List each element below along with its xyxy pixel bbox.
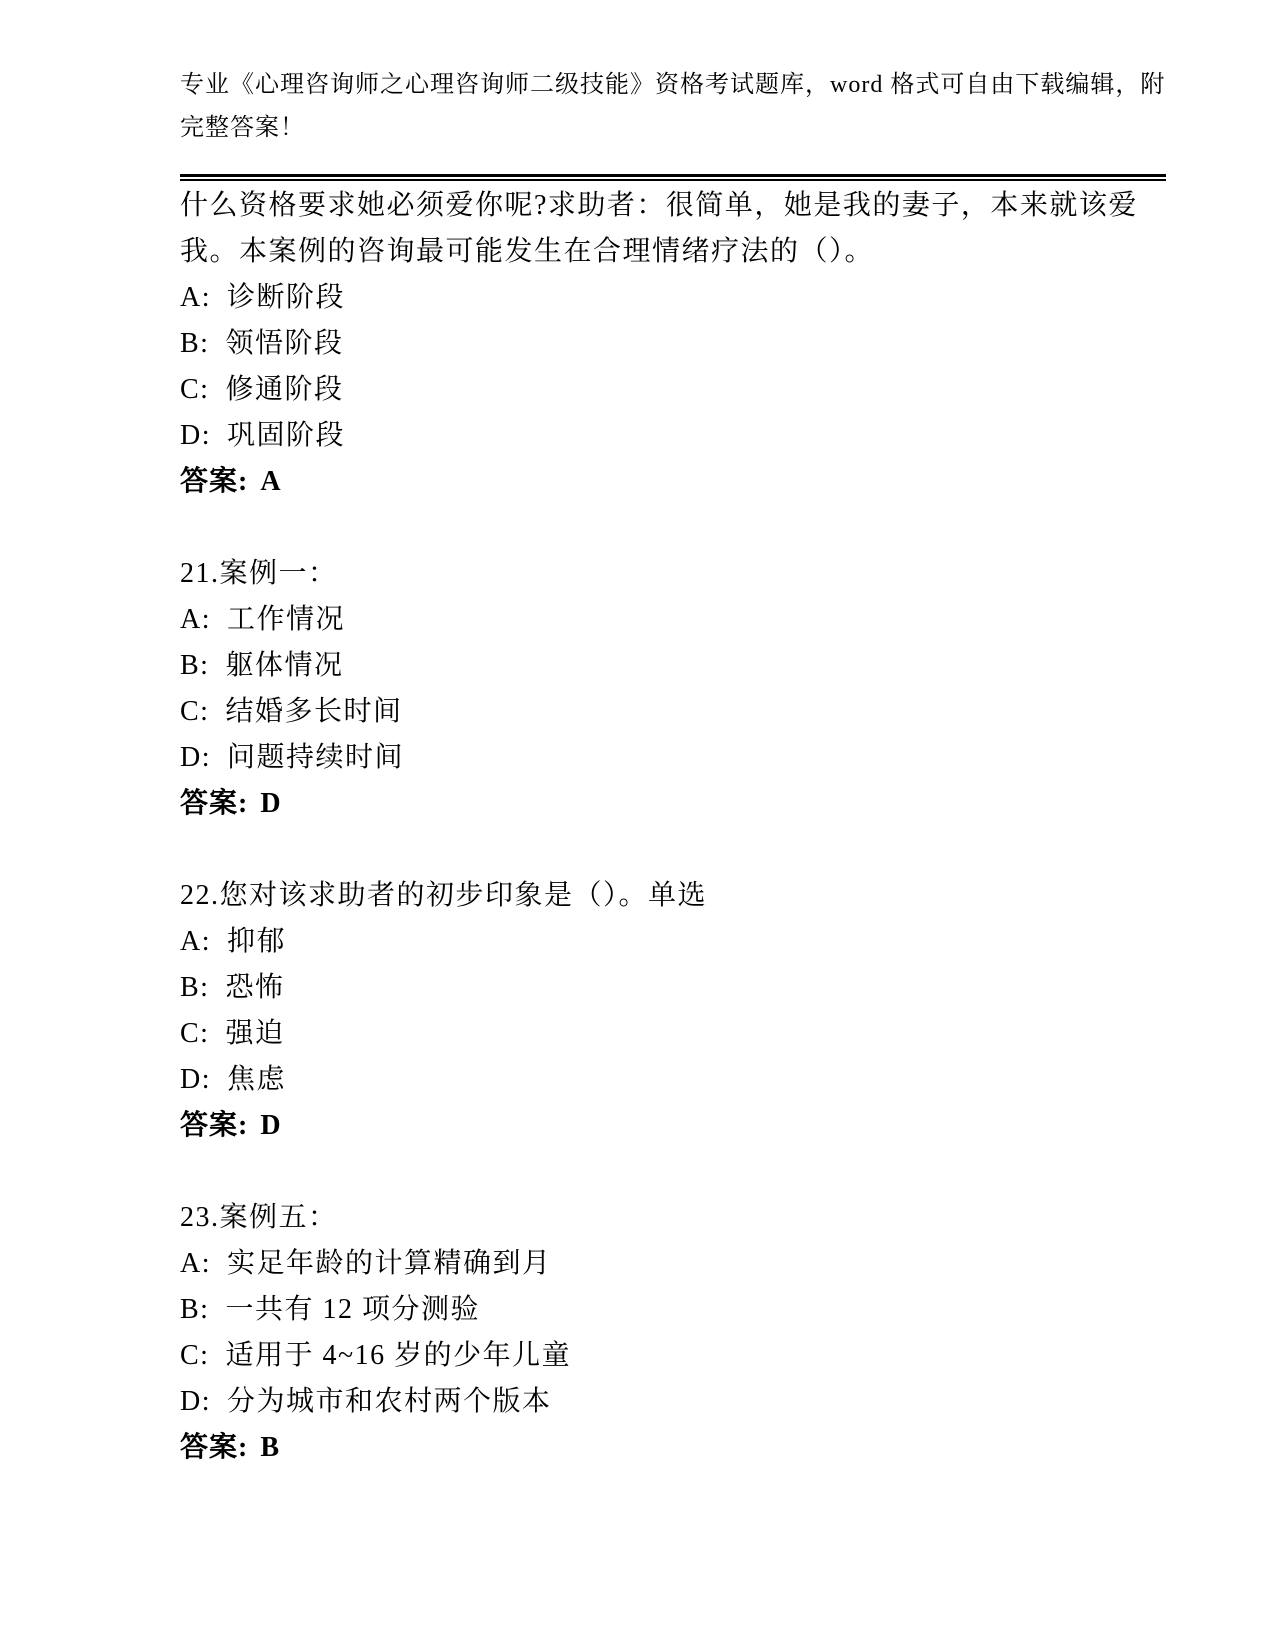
option-row bbox=[180, 919, 1166, 965]
answer-value: A bbox=[260, 466, 282, 497]
option-label: A: bbox=[180, 1248, 211, 1279]
question-block-22 bbox=[180, 873, 1166, 1149]
option-text: 修通阶段 bbox=[225, 374, 344, 405]
answer-row bbox=[180, 459, 1166, 505]
option-row bbox=[180, 1333, 1166, 1379]
option-text: 实足年龄的计算精确到月 bbox=[227, 1248, 552, 1279]
option-label: C: bbox=[180, 1340, 210, 1371]
option-label: B: bbox=[180, 328, 210, 359]
option-row bbox=[180, 367, 1166, 413]
answer-row bbox=[180, 1103, 1166, 1149]
option-label: B: bbox=[180, 972, 210, 1003]
answer-label: 答案: bbox=[180, 1432, 249, 1463]
option-label: B: bbox=[180, 1294, 210, 1325]
question-text: 21.案例一： bbox=[180, 558, 338, 589]
option-text: 问题持续时间 bbox=[227, 742, 405, 773]
option-text: 抑郁 bbox=[227, 926, 287, 957]
option-text: 焦虑 bbox=[227, 1064, 287, 1095]
option-row bbox=[180, 965, 1166, 1011]
question-block-21 bbox=[180, 551, 1166, 827]
option-text: 恐怖 bbox=[225, 972, 285, 1003]
option-label: C: bbox=[180, 696, 210, 727]
document-header: 专业《心理咨询师之心理咨询师二级技能》资格考试题库，word 格式可自由下载编辑，附完整答案！ bbox=[180, 72, 1166, 141]
option-label: A: bbox=[180, 926, 211, 957]
option-text: 强迫 bbox=[225, 1018, 285, 1049]
option-label: A: bbox=[180, 604, 211, 635]
option-label: C: bbox=[180, 1018, 210, 1049]
question-text: 什么资格要求她必须爱你呢?求助者：很简单，她是我的妻子，本来就该爱我。本案例的咨询最可能发生在合理情绪疗法的（）。 bbox=[180, 190, 1138, 267]
option-label: D: bbox=[180, 420, 211, 451]
header-divider-rule bbox=[180, 174, 1166, 181]
answer-label: 答案: bbox=[180, 466, 249, 497]
option-text: 工作情况 bbox=[227, 604, 346, 635]
answer-label: 答案: bbox=[180, 788, 249, 819]
option-row bbox=[180, 275, 1166, 321]
answer-row bbox=[180, 781, 1166, 827]
option-label: D: bbox=[180, 742, 211, 773]
question-block-continued bbox=[180, 183, 1166, 505]
option-label: D: bbox=[180, 1386, 211, 1417]
question-list bbox=[180, 183, 1166, 1471]
option-row bbox=[180, 1057, 1166, 1103]
question-block-23 bbox=[180, 1195, 1166, 1471]
option-text: 领悟阶段 bbox=[225, 328, 344, 359]
option-row bbox=[180, 643, 1166, 689]
option-row bbox=[180, 1287, 1166, 1333]
option-row bbox=[180, 597, 1166, 643]
option-text: 躯体情况 bbox=[225, 650, 344, 681]
answer-value: B bbox=[260, 1432, 281, 1463]
option-text: 巩固阶段 bbox=[227, 420, 346, 451]
answer-value: D bbox=[260, 788, 282, 819]
option-row bbox=[180, 735, 1166, 781]
question-text: 23.案例五： bbox=[180, 1202, 338, 1233]
option-text: 诊断阶段 bbox=[227, 282, 346, 313]
answer-value: D bbox=[260, 1110, 282, 1141]
answer-row bbox=[180, 1425, 1166, 1471]
option-text: 一共有 12 项分测验 bbox=[225, 1294, 480, 1325]
question-text: 22.您对该求助者的初步印象是（）。单选 bbox=[180, 880, 708, 911]
option-label: C: bbox=[180, 374, 210, 405]
option-row bbox=[180, 1011, 1166, 1057]
option-row bbox=[180, 689, 1166, 735]
option-row bbox=[180, 413, 1166, 459]
option-text: 适用于 4~16 岁的少年儿童 bbox=[225, 1340, 572, 1371]
option-label: A: bbox=[180, 282, 211, 313]
option-label: B: bbox=[180, 650, 210, 681]
option-text: 分为城市和农村两个版本 bbox=[227, 1386, 552, 1417]
option-text: 结婚多长时间 bbox=[225, 696, 403, 727]
option-row bbox=[180, 1241, 1166, 1287]
option-row bbox=[180, 1379, 1166, 1425]
page-content bbox=[180, 0, 1166, 1471]
answer-label: 答案: bbox=[180, 1110, 249, 1141]
option-row bbox=[180, 321, 1166, 367]
option-label: D: bbox=[180, 1064, 211, 1095]
